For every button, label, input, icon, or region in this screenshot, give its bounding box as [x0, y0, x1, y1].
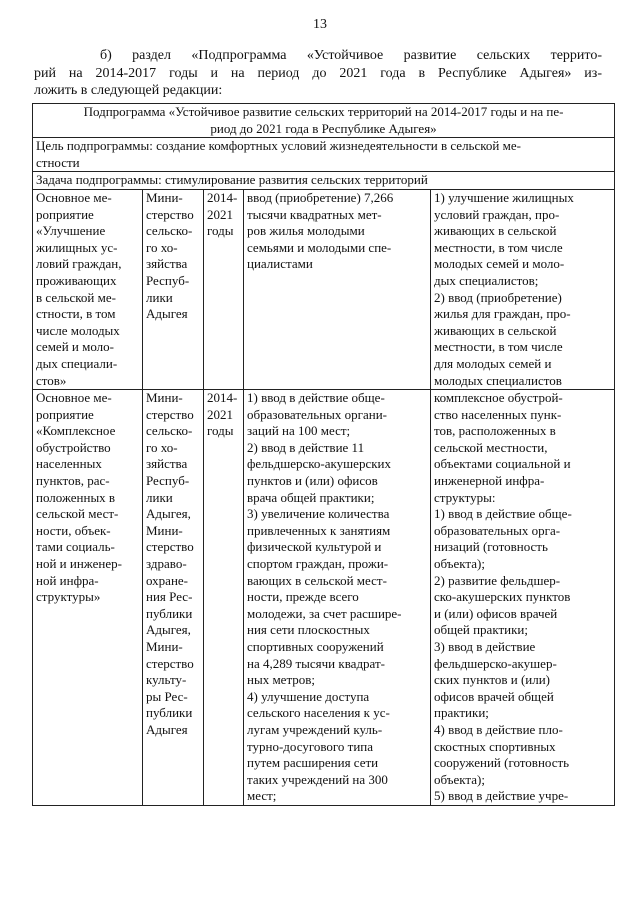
- indicators-line: привлеченных к занятиям: [247, 522, 391, 538]
- measure-line: роприятие: [36, 206, 94, 222]
- executor-line: здраво-: [146, 556, 187, 572]
- executor-line: стерство: [146, 655, 194, 671]
- measure-line: положенных в: [36, 489, 116, 505]
- results-line: и (или) офисов врачей: [434, 605, 558, 621]
- indicators-line: циалистами: [247, 256, 313, 272]
- indicators-line: 3) увеличение количества: [247, 506, 390, 522]
- intro-paragraph: [34, 47, 602, 100]
- period-line: годы: [207, 223, 234, 239]
- results-line: ских пунктов и (или): [434, 672, 551, 688]
- executor-line: зяйства: [146, 256, 188, 272]
- indicators-line: вающих в сельской мест-: [247, 572, 387, 588]
- indicators-line: 4) улучшение доступа: [247, 688, 370, 704]
- table-row: [33, 390, 615, 806]
- measure-line: населенных: [36, 456, 102, 472]
- measure-line: стности, в том: [36, 306, 116, 322]
- results-line: объекта);: [434, 771, 485, 787]
- intro-line: б) раздел «Подпрограмма «Устойчивое развитие сельских террито-: [100, 48, 602, 63]
- measure-line: дых специали-: [36, 355, 118, 371]
- task-cell: [33, 172, 615, 190]
- results-line: 3) ввод в действие: [434, 639, 536, 654]
- measure-line: роприятие: [36, 406, 94, 422]
- indicators-line: таких учреждений на 300: [247, 771, 388, 787]
- executor-line: го хо-: [146, 239, 178, 255]
- results-line: низаций (готовность: [434, 539, 548, 555]
- results-line: комплексное обустрой-: [434, 390, 563, 406]
- executor-line: Респуб-: [146, 473, 190, 489]
- measure-line: стов»: [36, 372, 67, 388]
- results-line: местности, в том числе: [434, 339, 563, 355]
- results-line: жилья для граждан, про-: [434, 306, 571, 322]
- measure-line: семей и моло-: [36, 339, 114, 355]
- executor-cell: [143, 189, 204, 389]
- indicators-line: физической культурой и: [247, 539, 382, 555]
- results-line: 2) ввод (приобретение): [434, 289, 562, 305]
- results-line: инженерной инфра-: [434, 473, 545, 489]
- indicators-line: мест;: [247, 788, 277, 804]
- indicators-line: 2) ввод в действие 11: [247, 439, 365, 455]
- measure-line: ной инфра-: [36, 572, 99, 588]
- period-line: 2021: [207, 406, 233, 422]
- results-line: местности, в том числе: [434, 239, 563, 255]
- table-title-cell: [33, 104, 615, 138]
- indicators-line: сельского населения к ус-: [247, 705, 390, 721]
- indicators-cell: [244, 390, 431, 806]
- measure-line: пунктов, рас-: [36, 473, 110, 489]
- results-line: 2) развитие фельдшер-: [434, 572, 561, 588]
- indicators-line: ных метров;: [247, 672, 316, 688]
- table-row: [33, 189, 615, 389]
- indicators-line: врача общей практики;: [247, 489, 375, 505]
- goal-line: Цель подпрограммы: создание комфортных условий жизнедеятельности в сельской ме-: [36, 138, 521, 154]
- period-line: 2021: [207, 206, 233, 222]
- executor-line: сельско-: [146, 423, 193, 439]
- indicators-cell: [244, 189, 431, 389]
- results-cell: [431, 189, 615, 389]
- executor-line: ры Рес-: [146, 688, 188, 704]
- indicators-line: путем расширения сети: [247, 755, 379, 771]
- measure-line: ной и инженер-: [36, 556, 122, 572]
- period-line: 2014-: [207, 390, 238, 406]
- task-row: [33, 172, 615, 190]
- measure-line: жилищных ус-: [36, 239, 118, 255]
- results-line: живающих в сельской: [434, 223, 557, 239]
- results-line: объектами социальной и: [434, 456, 571, 472]
- measure-line: Основное ме-: [36, 189, 112, 205]
- measure-cell: [33, 390, 143, 806]
- measure-cell: [33, 189, 143, 389]
- results-line: фельдшерско-акушер-: [434, 655, 557, 671]
- measure-line: ловий граждан,: [36, 256, 122, 272]
- executor-line: охране-: [146, 572, 189, 588]
- indicators-line: спортом граждан, прожи-: [247, 556, 389, 572]
- indicators-line: заций на 100 мест;: [247, 423, 351, 439]
- executor-line: стерство: [146, 539, 194, 555]
- period-line: годы: [207, 423, 234, 439]
- results-line: условий граждан, про-: [434, 206, 560, 222]
- executor-line: публики: [146, 605, 193, 621]
- results-line: 4) ввод в действие пло-: [434, 721, 563, 737]
- executor-line: Респуб-: [146, 272, 190, 288]
- results-line: сооружений (готовность: [434, 755, 570, 771]
- results-line: 1) улучшение жилищных: [434, 189, 574, 205]
- indicators-line: на 4,289 тысячи квадрат-: [247, 655, 385, 671]
- executor-line: публики: [146, 705, 193, 721]
- results-line: ство населенных пунк-: [434, 406, 562, 422]
- indicators-line: лугам учреждений куль-: [247, 721, 383, 737]
- results-line: образовательных орга-: [434, 522, 561, 538]
- results-line: объекта);: [434, 556, 485, 572]
- indicators-line: образовательных органи-: [247, 406, 387, 422]
- measure-line: ности, объек-: [36, 522, 111, 538]
- measure-line: «Комплексное: [36, 423, 116, 439]
- results-line: структуры:: [434, 489, 496, 505]
- page-number: 13: [313, 17, 327, 32]
- table-title-row: [33, 104, 615, 138]
- results-line: ско-акушерских пунктов: [434, 589, 571, 605]
- executor-line: Адыгея: [146, 306, 188, 322]
- results-line: дых специалистов;: [434, 272, 539, 288]
- executor-line: Адыгея,: [146, 622, 191, 638]
- indicators-line: ввод (приобретение) 7,266: [247, 189, 394, 205]
- executor-line: зяйства: [146, 456, 188, 472]
- period-cell: [204, 189, 244, 389]
- executor-line: ния Рес-: [146, 589, 193, 605]
- results-line: общей практики;: [434, 622, 528, 638]
- indicators-line: пунктов и (или) офисов: [247, 473, 378, 489]
- goal-cell: [33, 138, 615, 172]
- results-line: молодых специалистов: [434, 372, 562, 388]
- measure-line: проживающих: [36, 272, 117, 288]
- executor-line: лики: [146, 489, 173, 505]
- measure-line: структуры»: [36, 589, 101, 605]
- executor-line: культу-: [146, 672, 187, 688]
- executor-line: Мини-: [146, 522, 183, 538]
- executor-line: Мини-: [146, 189, 183, 205]
- subprogram-table: [32, 103, 615, 806]
- indicators-line: ности, прежде всего: [247, 589, 359, 605]
- measure-line: тами социаль-: [36, 539, 115, 555]
- results-line: 5) ввод в действие учре-: [434, 788, 569, 804]
- indicators-line: тысячи квадратных мет-: [247, 206, 382, 222]
- executor-line: лики: [146, 289, 173, 305]
- table-title-line: Подпрограмма «Устойчивое развитие сельских территорий на 2014-2017 годы и на пе-: [83, 104, 564, 119]
- intro-line: ложить в следующей редакции:: [34, 83, 223, 98]
- indicators-line: ров жилья молодыми: [247, 223, 365, 239]
- measure-line: сельской мест-: [36, 506, 119, 522]
- results-line: сельской местности,: [434, 439, 548, 455]
- executor-line: Адыгея: [146, 721, 188, 737]
- task-line: Задача подпрограммы: стимулирование развития сельских территорий: [36, 172, 428, 188]
- executor-line: стерство: [146, 406, 194, 422]
- indicators-line: 1) ввод в действие обще-: [247, 390, 385, 406]
- results-line: скостных спортивных: [434, 738, 556, 754]
- measure-line: в сельской ме-: [36, 289, 116, 305]
- results-line: офисов врачей общей: [434, 688, 554, 704]
- intro-line: рий на 2014-2017 годы и на период до 2021 года в Республике Адыгея» из-: [34, 65, 602, 81]
- measure-line: Основное ме-: [36, 390, 112, 406]
- measure-line: обустройство: [36, 439, 111, 455]
- results-line: 1) ввод в действие обще-: [434, 506, 572, 522]
- results-line: для молодых семей и: [434, 355, 552, 371]
- indicators-line: фельдшерско-акушерских: [247, 456, 391, 472]
- executor-line: стерство: [146, 206, 194, 222]
- executor-cell: [143, 390, 204, 806]
- period-cell: [204, 390, 244, 806]
- results-line: молодых семей и моло-: [434, 256, 565, 272]
- table-title-line: риод до 2021 года в Республике Адыгея»: [210, 120, 437, 136]
- measure-line: числе молодых: [36, 322, 120, 338]
- results-line: живающих в сельской: [434, 322, 557, 338]
- indicators-line: турно-досугового типа: [247, 738, 374, 754]
- indicators-line: спортивных сооружений: [247, 639, 384, 654]
- executor-line: Мини-: [146, 639, 183, 654]
- goal-row: [33, 138, 615, 172]
- executor-line: го хо-: [146, 439, 178, 455]
- goal-line: стности: [36, 154, 80, 170]
- executor-line: Адыгея,: [146, 506, 191, 522]
- indicators-line: семьями и молодыми спе-: [247, 239, 392, 255]
- results-line: тов, расположенных в: [434, 423, 556, 439]
- results-line: практики;: [434, 705, 489, 721]
- period-line: 2014-: [207, 189, 238, 205]
- indicators-line: молодежи, за счет расшире-: [247, 605, 402, 621]
- measure-line: «Улучшение: [36, 223, 106, 239]
- executor-line: сельско-: [146, 223, 193, 239]
- results-cell: [431, 390, 615, 806]
- executor-line: Мини-: [146, 390, 183, 406]
- indicators-line: ния сети плоскостных: [247, 622, 370, 638]
